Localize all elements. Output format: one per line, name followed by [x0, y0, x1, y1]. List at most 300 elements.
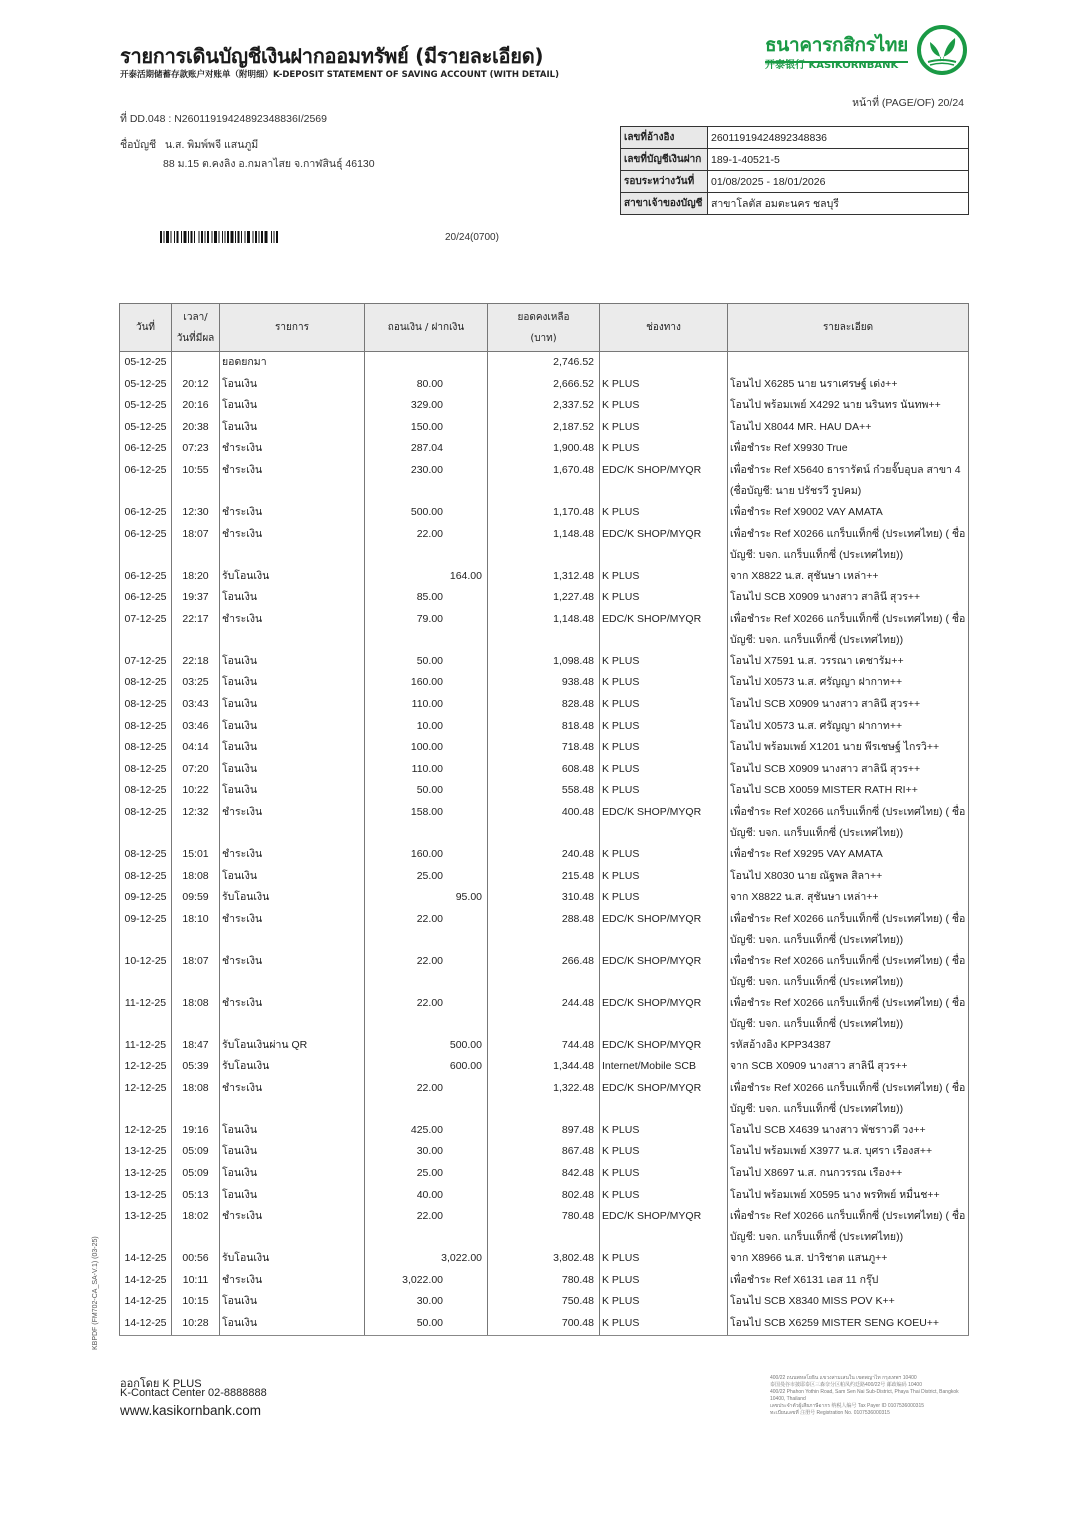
- cell-time: 12:32: [172, 802, 220, 844]
- cell-channel: K PLUS: [600, 566, 728, 588]
- info-value: 01/08/2025 - 18/01/2026: [708, 171, 969, 193]
- cell-time: 10:11: [172, 1270, 220, 1292]
- cell-withdraw: 100.00: [365, 737, 488, 759]
- table-row: [120, 417, 969, 439]
- cell-detail: โอนไป SCB X4639 นางสาว พัชราวดี วง++: [728, 1120, 969, 1142]
- cell-balance: 240.48: [488, 844, 600, 866]
- cell-detail: โอนไป พร้อมเพย์ X3977 น.ส. บุศรา เรืองส++: [728, 1141, 969, 1163]
- table-row: [120, 460, 969, 502]
- barcode-bar: [160, 231, 162, 243]
- cell-time: 07:23: [172, 438, 220, 460]
- address-line: 400/22 ถนนพหลโยธิน แขวงสามเสนใน เขตพญาไท กรุงเทพฯ 10400: [770, 1375, 917, 1381]
- barcode-bar: [247, 231, 250, 243]
- barcode-bar: [238, 231, 240, 243]
- cell-withdraw: 25.00: [365, 866, 488, 888]
- table-row: [120, 1291, 969, 1313]
- cell-item: รับโอนเงิน: [220, 566, 365, 588]
- cell-channel: K PLUS: [600, 651, 728, 673]
- cell-balance: 842.48: [488, 1163, 600, 1185]
- cell-channel: K PLUS: [600, 887, 728, 909]
- table-row: [120, 609, 969, 651]
- cell-channel: EDC/K SHOP/MYQR: [600, 609, 728, 651]
- cell-detail: เพื่อชำระ Ref X9930 True: [728, 438, 969, 460]
- table-row: [120, 737, 969, 759]
- barcode-bar: [188, 231, 189, 243]
- cell-channel: K PLUS: [600, 1270, 728, 1292]
- barcode-bar: [184, 231, 187, 243]
- cell-withdraw: 85.00: [365, 587, 488, 609]
- cell-time: 18:08: [172, 993, 220, 1035]
- cell-date: 10-12-25: [120, 951, 172, 993]
- cell-date: 08-12-25: [120, 780, 172, 802]
- cell-balance: 2,187.52: [488, 417, 600, 439]
- barcode-bar: [255, 231, 257, 243]
- cell-detail: จาก X8822 น.ส. สุชันษา เหล่า++: [728, 566, 969, 588]
- cell-balance: 750.48: [488, 1291, 600, 1313]
- cell-time: 05:39: [172, 1056, 220, 1078]
- cell-channel: K PLUS: [600, 374, 728, 396]
- cell-date: 14-12-25: [120, 1291, 172, 1313]
- cell-time: 09:59: [172, 887, 220, 909]
- cell-withdraw: [365, 352, 488, 374]
- table-row: [120, 887, 969, 909]
- cell-date: 11-12-25: [120, 1035, 172, 1057]
- cell-date: 07-12-25: [120, 651, 172, 673]
- cell-channel: K PLUS: [600, 395, 728, 417]
- cell-detail: โอนไป SCB X0909 นางสาว สาลินี สุวร++: [728, 587, 969, 609]
- table-row: [120, 651, 969, 673]
- cell-withdraw: 40.00: [365, 1185, 488, 1207]
- cell-time: [172, 352, 220, 374]
- info-label: เลขที่บัญชีเงินฝาก: [621, 149, 708, 171]
- cell-channel: K PLUS: [600, 1185, 728, 1207]
- cell-withdraw: 150.00: [365, 417, 488, 439]
- cell-date: 07-12-25: [120, 609, 172, 651]
- cell-item: โอนเงิน: [220, 1163, 365, 1185]
- cell-time: 18:47: [172, 1035, 220, 1057]
- kasikorn-leaf-logo-icon: [916, 24, 968, 76]
- cell-channel: K PLUS: [600, 694, 728, 716]
- cell-date: 13-12-25: [120, 1163, 172, 1185]
- table-row: [120, 993, 969, 1035]
- table-row: [120, 694, 969, 716]
- table-row: [120, 672, 969, 694]
- table-row: [120, 1035, 969, 1057]
- cell-withdraw: 79.00: [365, 609, 488, 651]
- cell-time: 18:02: [172, 1206, 220, 1248]
- table-row: [120, 374, 969, 396]
- cell-date: 12-12-25: [120, 1078, 172, 1120]
- cell-channel: K PLUS: [600, 417, 728, 439]
- cell-balance: 288.48: [488, 909, 600, 951]
- barcode-bar: [174, 231, 175, 243]
- cell-time: 00:56: [172, 1248, 220, 1270]
- cell-date: 06-12-25: [120, 524, 172, 566]
- cell-channel: K PLUS: [600, 737, 728, 759]
- cell-channel: EDC/K SHOP/MYQR: [600, 993, 728, 1035]
- cell-balance: 744.48: [488, 1035, 600, 1057]
- cell-withdraw: 22.00: [365, 1206, 488, 1248]
- cell-item: ชำระเงิน: [220, 802, 365, 844]
- cell-item: ชำระเงิน: [220, 460, 365, 502]
- cell-time: 05:09: [172, 1163, 220, 1185]
- cell-balance: 1,098.48: [488, 651, 600, 673]
- cell-time: 18:07: [172, 524, 220, 566]
- cell-date: 05-12-25: [120, 352, 172, 374]
- header-time: [172, 304, 220, 352]
- barcode-bar: [274, 231, 275, 243]
- cell-balance: 310.48: [488, 887, 600, 909]
- cell-channel: K PLUS: [600, 587, 728, 609]
- cell-time: 05:09: [172, 1141, 220, 1163]
- cell-balance: 780.48: [488, 1206, 600, 1248]
- cell-deposit: 95.00: [365, 887, 488, 909]
- account-address: 88 ม.15 ต.คงลิง อ.กมลาไสย จ.กาฬสินธุ์ 46130: [163, 158, 375, 170]
- cell-balance: 700.48: [488, 1313, 600, 1335]
- cell-item: รับโอนเงิน: [220, 1056, 365, 1078]
- cell-detail: โอนไป พร้อมเพย์ X0595 นาง พรทิพย์ หมื่นช++: [728, 1185, 969, 1207]
- cell-balance: 1,322.48: [488, 1078, 600, 1120]
- barcode-bar: [214, 231, 217, 243]
- cell-time: 05:13: [172, 1185, 220, 1207]
- cell-date: 13-12-25: [120, 1206, 172, 1248]
- barcode-bar: [261, 231, 263, 243]
- cell-detail: โอนไป SCB X0909 นางสาว สาลินี สุวร++: [728, 694, 969, 716]
- table-row: [120, 395, 969, 417]
- table-row: [120, 780, 969, 802]
- cell-withdraw: 110.00: [365, 759, 488, 781]
- cell-detail: โอนไป X0573 น.ส. ศรัญญา ฝากาท++: [728, 716, 969, 738]
- cell-detail: โอนไป SCB X8340 MISS POV K++: [728, 1291, 969, 1313]
- cell-detail: โอนไป X8697 น.ส. กนกวรรณ เรือง++: [728, 1163, 969, 1185]
- barcode-bar: [201, 231, 203, 243]
- cell-detail: โอนไป SCB X0909 นางสาว สาลินี สุวร++: [728, 759, 969, 781]
- header-date: วันที่: [120, 304, 172, 352]
- cell-channel: K PLUS: [600, 1291, 728, 1313]
- barcode-bar: [222, 231, 223, 243]
- cell-balance: 558.48: [488, 780, 600, 802]
- cell-item: โอนเงิน: [220, 780, 365, 802]
- cell-date: 06-12-25: [120, 460, 172, 502]
- info-row-reference: [621, 127, 969, 149]
- info-row-period: [621, 171, 969, 193]
- cell-balance: 897.48: [488, 1120, 600, 1142]
- table-row: [120, 1078, 969, 1120]
- cell-balance: 1,312.48: [488, 566, 600, 588]
- cell-time: 10:55: [172, 460, 220, 502]
- cell-item: โอนเงิน: [220, 672, 365, 694]
- cell-channel: K PLUS: [600, 844, 728, 866]
- cell-date: 09-12-25: [120, 909, 172, 951]
- cell-time: 03:25: [172, 672, 220, 694]
- cell-channel: K PLUS: [600, 1248, 728, 1270]
- table-row: [120, 802, 969, 844]
- cell-date: 05-12-25: [120, 417, 172, 439]
- table-row: [120, 759, 969, 781]
- table-row: [120, 909, 969, 951]
- bank-address: [770, 1375, 970, 1417]
- cell-date: 14-12-25: [120, 1270, 172, 1292]
- table-row: [120, 1120, 969, 1142]
- cell-item: โอนเงิน: [220, 395, 365, 417]
- barcode-bar: [253, 231, 254, 243]
- address-line: 400/22 Phahon Yothin Road, Sam Sen Nai Sub-District, Phaya Thai District, Bangkok 10400, Thailand: [770, 1389, 959, 1402]
- barcode-bar: [212, 231, 213, 243]
- cell-item: รับโอนเงิน: [220, 887, 365, 909]
- cell-channel: K PLUS: [600, 759, 728, 781]
- table-row: [120, 566, 969, 588]
- cell-detail: เพื่อชำระ Ref X0266 แกร็บแท็กซี่ (ประเทศไทย) ( ชื่อบัญชี: บจก. แกร็บแท็กซี่ (ประเทศไทย)): [728, 1206, 969, 1248]
- cell-detail: โอนไป X0573 น.ส. ศรัญญา ฝากาท++: [728, 672, 969, 694]
- cell-withdraw: 160.00: [365, 844, 488, 866]
- barcode-bar: [164, 231, 165, 243]
- header-item: รายการ: [220, 304, 365, 352]
- table-row: [120, 716, 969, 738]
- barcode-bar: [271, 231, 272, 243]
- cell-balance: 1,170.48: [488, 502, 600, 524]
- cell-time: 20:38: [172, 417, 220, 439]
- table-row: [120, 951, 969, 993]
- header-balance-line1: ยอดคงเหลือ: [517, 311, 570, 323]
- cell-item: โอนเงิน: [220, 866, 365, 888]
- cell-withdraw: 3,022.00: [365, 1270, 488, 1292]
- cell-date: 08-12-25: [120, 694, 172, 716]
- info-label: เลขที่อ้างอิง: [621, 127, 708, 149]
- cell-withdraw: 158.00: [365, 802, 488, 844]
- cell-time: 19:16: [172, 1120, 220, 1142]
- cell-date: 08-12-25: [120, 672, 172, 694]
- barcode-bar: [194, 231, 195, 243]
- cell-balance: 802.48: [488, 1185, 600, 1207]
- cell-balance: 938.48: [488, 672, 600, 694]
- website-link[interactable]: www.kasikornbank.com: [120, 1403, 262, 1418]
- cell-item: โอนเงิน: [220, 417, 365, 439]
- page-indicator: หน้าที่ (PAGE/OF) 20/24: [852, 97, 964, 109]
- barcode-bar: [171, 231, 172, 243]
- cell-withdraw: 22.00: [365, 909, 488, 951]
- cell-time: 10:28: [172, 1313, 220, 1335]
- header-amount: ถอนเงิน / ฝากเงิน: [365, 304, 488, 352]
- cell-detail: เพื่อชำระ Ref X0266 แกร็บแท็กซี่ (ประเทศไทย) ( ชื่อบัญชี: บจก. แกร็บแท็กซี่ (ประเทศไทย)): [728, 993, 969, 1035]
- cell-withdraw: 230.00: [365, 460, 488, 502]
- cell-detail: รหัสอ้างอิง KPP34387: [728, 1035, 969, 1057]
- cell-withdraw: 22.00: [365, 951, 488, 993]
- cell-item: ชำระเงิน: [220, 951, 365, 993]
- cell-detail: โอนไป พร้อมเพย์ X4292 นาย นรินทร นันทพ++: [728, 395, 969, 417]
- cell-detail: เพื่อชำระ Ref X9002 VAY AMATA: [728, 502, 969, 524]
- cell-date: 08-12-25: [120, 759, 172, 781]
- header-channel: ช่องทาง: [600, 304, 728, 352]
- cell-balance: 266.48: [488, 951, 600, 993]
- account-name-label: ชื่อบัญชี: [120, 139, 157, 151]
- cell-item: โอนเงิน: [220, 1313, 365, 1335]
- cell-withdraw: 500.00: [365, 502, 488, 524]
- cell-detail: เพื่อชำระ Ref X0266 แกร็บแท็กซี่ (ประเทศไทย) ( ชื่อบัญชี: บจก. แกร็บแท็กซี่ (ประเทศไทย)): [728, 909, 969, 951]
- account-name-row: [120, 136, 258, 153]
- cell-item: ชำระเงิน: [220, 609, 365, 651]
- cell-withdraw: 50.00: [365, 780, 488, 802]
- cell-detail: [728, 352, 969, 374]
- barcode-bar: [199, 231, 200, 243]
- cell-item: โอนเงิน: [220, 374, 365, 396]
- table-row: [120, 1206, 969, 1248]
- cell-channel: K PLUS: [600, 438, 728, 460]
- cell-balance: 1,148.48: [488, 524, 600, 566]
- cell-withdraw: 22.00: [365, 993, 488, 1035]
- cell-channel: K PLUS: [600, 780, 728, 802]
- info-row-branch: [621, 193, 969, 215]
- cell-balance: 244.48: [488, 993, 600, 1035]
- cell-balance: 2,666.52: [488, 374, 600, 396]
- table-row: [120, 524, 969, 566]
- table-row: [120, 1056, 969, 1078]
- cell-balance: 818.48: [488, 716, 600, 738]
- barcode-bar: [177, 231, 179, 243]
- cell-date: 05-12-25: [120, 395, 172, 417]
- cell-time: 12:30: [172, 502, 220, 524]
- barcode-bar: [191, 231, 193, 243]
- cell-item: โอนเงิน: [220, 587, 365, 609]
- cell-balance: 718.48: [488, 737, 600, 759]
- cell-item: โอนเงิน: [220, 737, 365, 759]
- cell-detail: เพื่อชำระ Ref X0266 แกร็บแท็กซี่ (ประเทศไทย) ( ชื่อบัญชี: บจก. แกร็บแท็กซี่ (ประเทศไทย)): [728, 802, 969, 844]
- header-balance: [488, 304, 600, 352]
- barcode-bar: [207, 231, 209, 243]
- cell-detail: โอนไป X6285 นาย นราเศรษฐ์ เด่ง++: [728, 374, 969, 396]
- cell-item: ยอดยกมา: [220, 352, 365, 374]
- barcode-bar: [276, 231, 278, 243]
- cell-detail: เพื่อชำระ Ref X0266 แกร็บแท็กซี่ (ประเทศไทย) ( ชื่อบัญชี: บจก. แกร็บแท็กซี่ (ประเทศไทย)): [728, 951, 969, 993]
- cell-item: โอนเงิน: [220, 1141, 365, 1163]
- cell-detail: จาก X8822 น.ส. สุชันษา เหล่า++: [728, 887, 969, 909]
- bank-name-thai: ธนาคารกสิกรไทย: [765, 30, 908, 63]
- barcode-bar: [235, 231, 236, 243]
- cell-balance: 780.48: [488, 1270, 600, 1292]
- cell-balance: 400.48: [488, 802, 600, 844]
- cell-time: 10:22: [172, 780, 220, 802]
- cell-date: 14-12-25: [120, 1313, 172, 1335]
- bank-name-english: 开泰银行 KASIKORNBANK: [765, 60, 899, 71]
- info-value: สาขาโลตัส อมตะนคร ชลบุรี: [708, 193, 969, 215]
- table-row: [120, 866, 969, 888]
- cell-balance: 2,746.52: [488, 352, 600, 374]
- cell-channel: Internet/Mobile SCB: [600, 1056, 728, 1078]
- cell-withdraw: 30.00: [365, 1141, 488, 1163]
- table-row: [120, 502, 969, 524]
- cell-time: 03:43: [172, 694, 220, 716]
- cell-withdraw: 110.00: [365, 694, 488, 716]
- barcode-bar: [166, 231, 169, 243]
- cell-time: 18:08: [172, 866, 220, 888]
- cell-item: โอนเงิน: [220, 1291, 365, 1313]
- info-label: สาขาเจ้าของบัญชี: [621, 193, 708, 215]
- barcode-bar: [245, 231, 246, 243]
- cell-time: 18:08: [172, 1078, 220, 1120]
- header-time-line1: เวลา/: [183, 311, 208, 323]
- cell-channel: K PLUS: [600, 1163, 728, 1185]
- cell-withdraw: 287.04: [365, 438, 488, 460]
- cell-date: 12-12-25: [120, 1120, 172, 1142]
- cell-withdraw: 50.00: [365, 1313, 488, 1335]
- cell-date: 13-12-25: [120, 1141, 172, 1163]
- cell-item: โอนเงิน: [220, 759, 365, 781]
- cell-balance: 3,802.48: [488, 1248, 600, 1270]
- cell-detail: เพื่อชำระ Ref X0266 แกร็บแท็กซี่ (ประเทศไทย) ( ชื่อบัญชี: บจก. แกร็บแท็กซี่ (ประเทศไทย)): [728, 1078, 969, 1120]
- cell-time: 04:14: [172, 737, 220, 759]
- cell-channel: K PLUS: [600, 1141, 728, 1163]
- cell-item: รับโอนเงิน: [220, 1248, 365, 1270]
- document-number: ที่ DD.048 : N26011919424892348836I/2569: [120, 113, 327, 125]
- barcode-icon: [160, 230, 336, 242]
- cell-withdraw: 22.00: [365, 524, 488, 566]
- barcode-bar: [219, 231, 220, 243]
- cell-detail: โอนไป SCB X0059 MISTER RATH RI++: [728, 780, 969, 802]
- cell-time: 03:46: [172, 716, 220, 738]
- table-row: [120, 1248, 969, 1270]
- cell-channel: EDC/K SHOP/MYQR: [600, 1035, 728, 1057]
- barcode-bar: [241, 231, 242, 243]
- cell-date: 05-12-25: [120, 374, 172, 396]
- cell-detail: เพื่อชำระ Ref X0266 แกร็บแท็กซี่ (ประเทศไทย) ( ชื่อบัญชี: บจก. แกร็บแท็กซี่ (ประเทศไทย)): [728, 524, 969, 566]
- cell-balance: 828.48: [488, 694, 600, 716]
- info-row-account-number: [621, 149, 969, 171]
- cell-detail: โอนไป พร้อมเพย์ X1201 นาย พีรเชษฐ์ ไกรวิ++: [728, 737, 969, 759]
- cell-time: 18:07: [172, 951, 220, 993]
- address-line: เลขประจำตัวผู้เสียภาษีอากร 纳税人编号 Tax Payer ID 0107536000315: [770, 1403, 925, 1409]
- barcode-bar: [265, 231, 268, 243]
- cell-withdraw: 425.00: [365, 1120, 488, 1142]
- cell-detail: เพื่อชำระ Ref X9295 VAY AMATA: [728, 844, 969, 866]
- cell-withdraw: 30.00: [365, 1291, 488, 1313]
- barcode-bar: [259, 231, 260, 243]
- cell-item: โอนเงิน: [220, 651, 365, 673]
- cell-withdraw: 25.00: [365, 1163, 488, 1185]
- table-row: [120, 1185, 969, 1207]
- cell-withdraw: 160.00: [365, 672, 488, 694]
- cell-channel: K PLUS: [600, 716, 728, 738]
- cell-balance: 1,227.48: [488, 587, 600, 609]
- table-row: [120, 1270, 969, 1292]
- cell-time: 18:10: [172, 909, 220, 951]
- cell-time: 22:18: [172, 651, 220, 673]
- cell-deposit: 164.00: [365, 566, 488, 588]
- table-row: [120, 844, 969, 866]
- cell-detail: โอนไป X7591 น.ส. วรรณา เดชารัม++: [728, 651, 969, 673]
- cell-detail: โอนไป X8044 MR. HAU DA++: [728, 417, 969, 439]
- cell-item: ชำระเงิน: [220, 524, 365, 566]
- cell-date: 08-12-25: [120, 737, 172, 759]
- cell-balance: 1,344.48: [488, 1056, 600, 1078]
- cell-date: 06-12-25: [120, 587, 172, 609]
- cell-balance: 1,148.48: [488, 609, 600, 651]
- cell-channel: EDC/K SHOP/MYQR: [600, 1206, 728, 1248]
- cell-date: 08-12-25: [120, 844, 172, 866]
- cell-date: 06-12-25: [120, 566, 172, 588]
- cell-date: 08-12-25: [120, 716, 172, 738]
- info-value: 189-1-40521-5: [708, 149, 969, 171]
- cell-deposit: 3,022.00: [365, 1248, 488, 1270]
- cell-channel: K PLUS: [600, 1120, 728, 1142]
- cell-channel: EDC/K SHOP/MYQR: [600, 524, 728, 566]
- cell-time: 20:16: [172, 395, 220, 417]
- cell-withdraw: 10.00: [365, 716, 488, 738]
- barcode-bar: [205, 231, 206, 243]
- cell-channel: K PLUS: [600, 672, 728, 694]
- cell-item: โอนเงิน: [220, 1120, 365, 1142]
- info-value: 26011919424892348836: [708, 127, 969, 149]
- cell-item: รับโอนเงินผ่าน QR: [220, 1035, 365, 1057]
- cell-detail: โอนไป SCB X6259 MISTER SENG KOEU++: [728, 1313, 969, 1335]
